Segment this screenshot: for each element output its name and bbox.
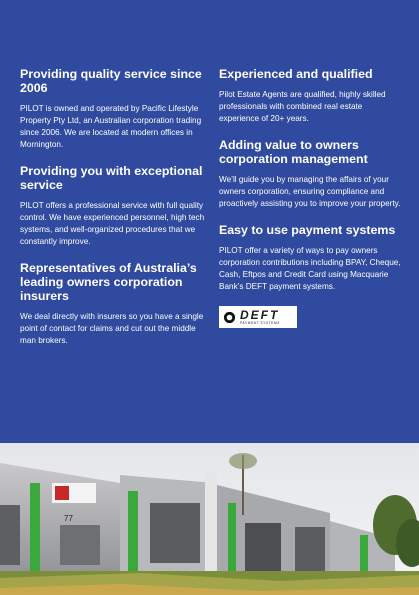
body-adding-value: We’ll guide you by managing the affairs of your owners corporation, ensuring compliance and proactively assisting you to improve your property. — [219, 175, 401, 208]
deft-mark-icon — [223, 311, 236, 324]
unit-number: 77 — [64, 514, 73, 523]
deft-tagline: PAYMENT SYSTEMS — [240, 320, 280, 325]
body-insurers: We deal directly with insurers so you have a single point of contact for claims and cut out the middle man brokers. — [20, 312, 204, 345]
heading-experienced: Experienced and qualified — [219, 67, 373, 81]
heading-quality-service: Providing quality service since 2006 — [20, 67, 202, 95]
building-photo — [0, 443, 419, 595]
deft-logo — [219, 306, 297, 328]
deft-wordmark: DEFT — [240, 307, 280, 322]
heading-exceptional-service: Providing you with exceptional service — [20, 164, 203, 192]
heading-insurers: Representatives of Australia’s leading owners corporation insurers — [20, 261, 197, 303]
heading-payment-systems: Easy to use payment systems — [219, 223, 396, 237]
body-experienced: Pilot Estate Agents are qualified, highly skilled professionals with combined real estate experience of 20+ years. — [219, 90, 386, 123]
heading-adding-value: Adding value to owners corporation management — [219, 138, 368, 166]
left-column — [20, 67, 206, 360]
body-exceptional-service: PILOT offers a professional service with full quality control. We have experienced personnel, high tech systems, and well-organized procedures that we constantly improve. — [20, 201, 205, 246]
body-payment-systems: PILOT offer a variety of ways to pay owners corporation contributions including BPAY, Cheque, Cash, Eftpos and Credit Card using Macquarie Bank’s DEFT payment systems. — [219, 246, 401, 291]
body-quality-service: PILOT is owned and operated by Pacific Lifestyle Property Pty Ltd, an Australian corporation trading since 2006. We are located at modern offices in Mornington. — [20, 104, 202, 149]
right-column — [219, 67, 404, 328]
